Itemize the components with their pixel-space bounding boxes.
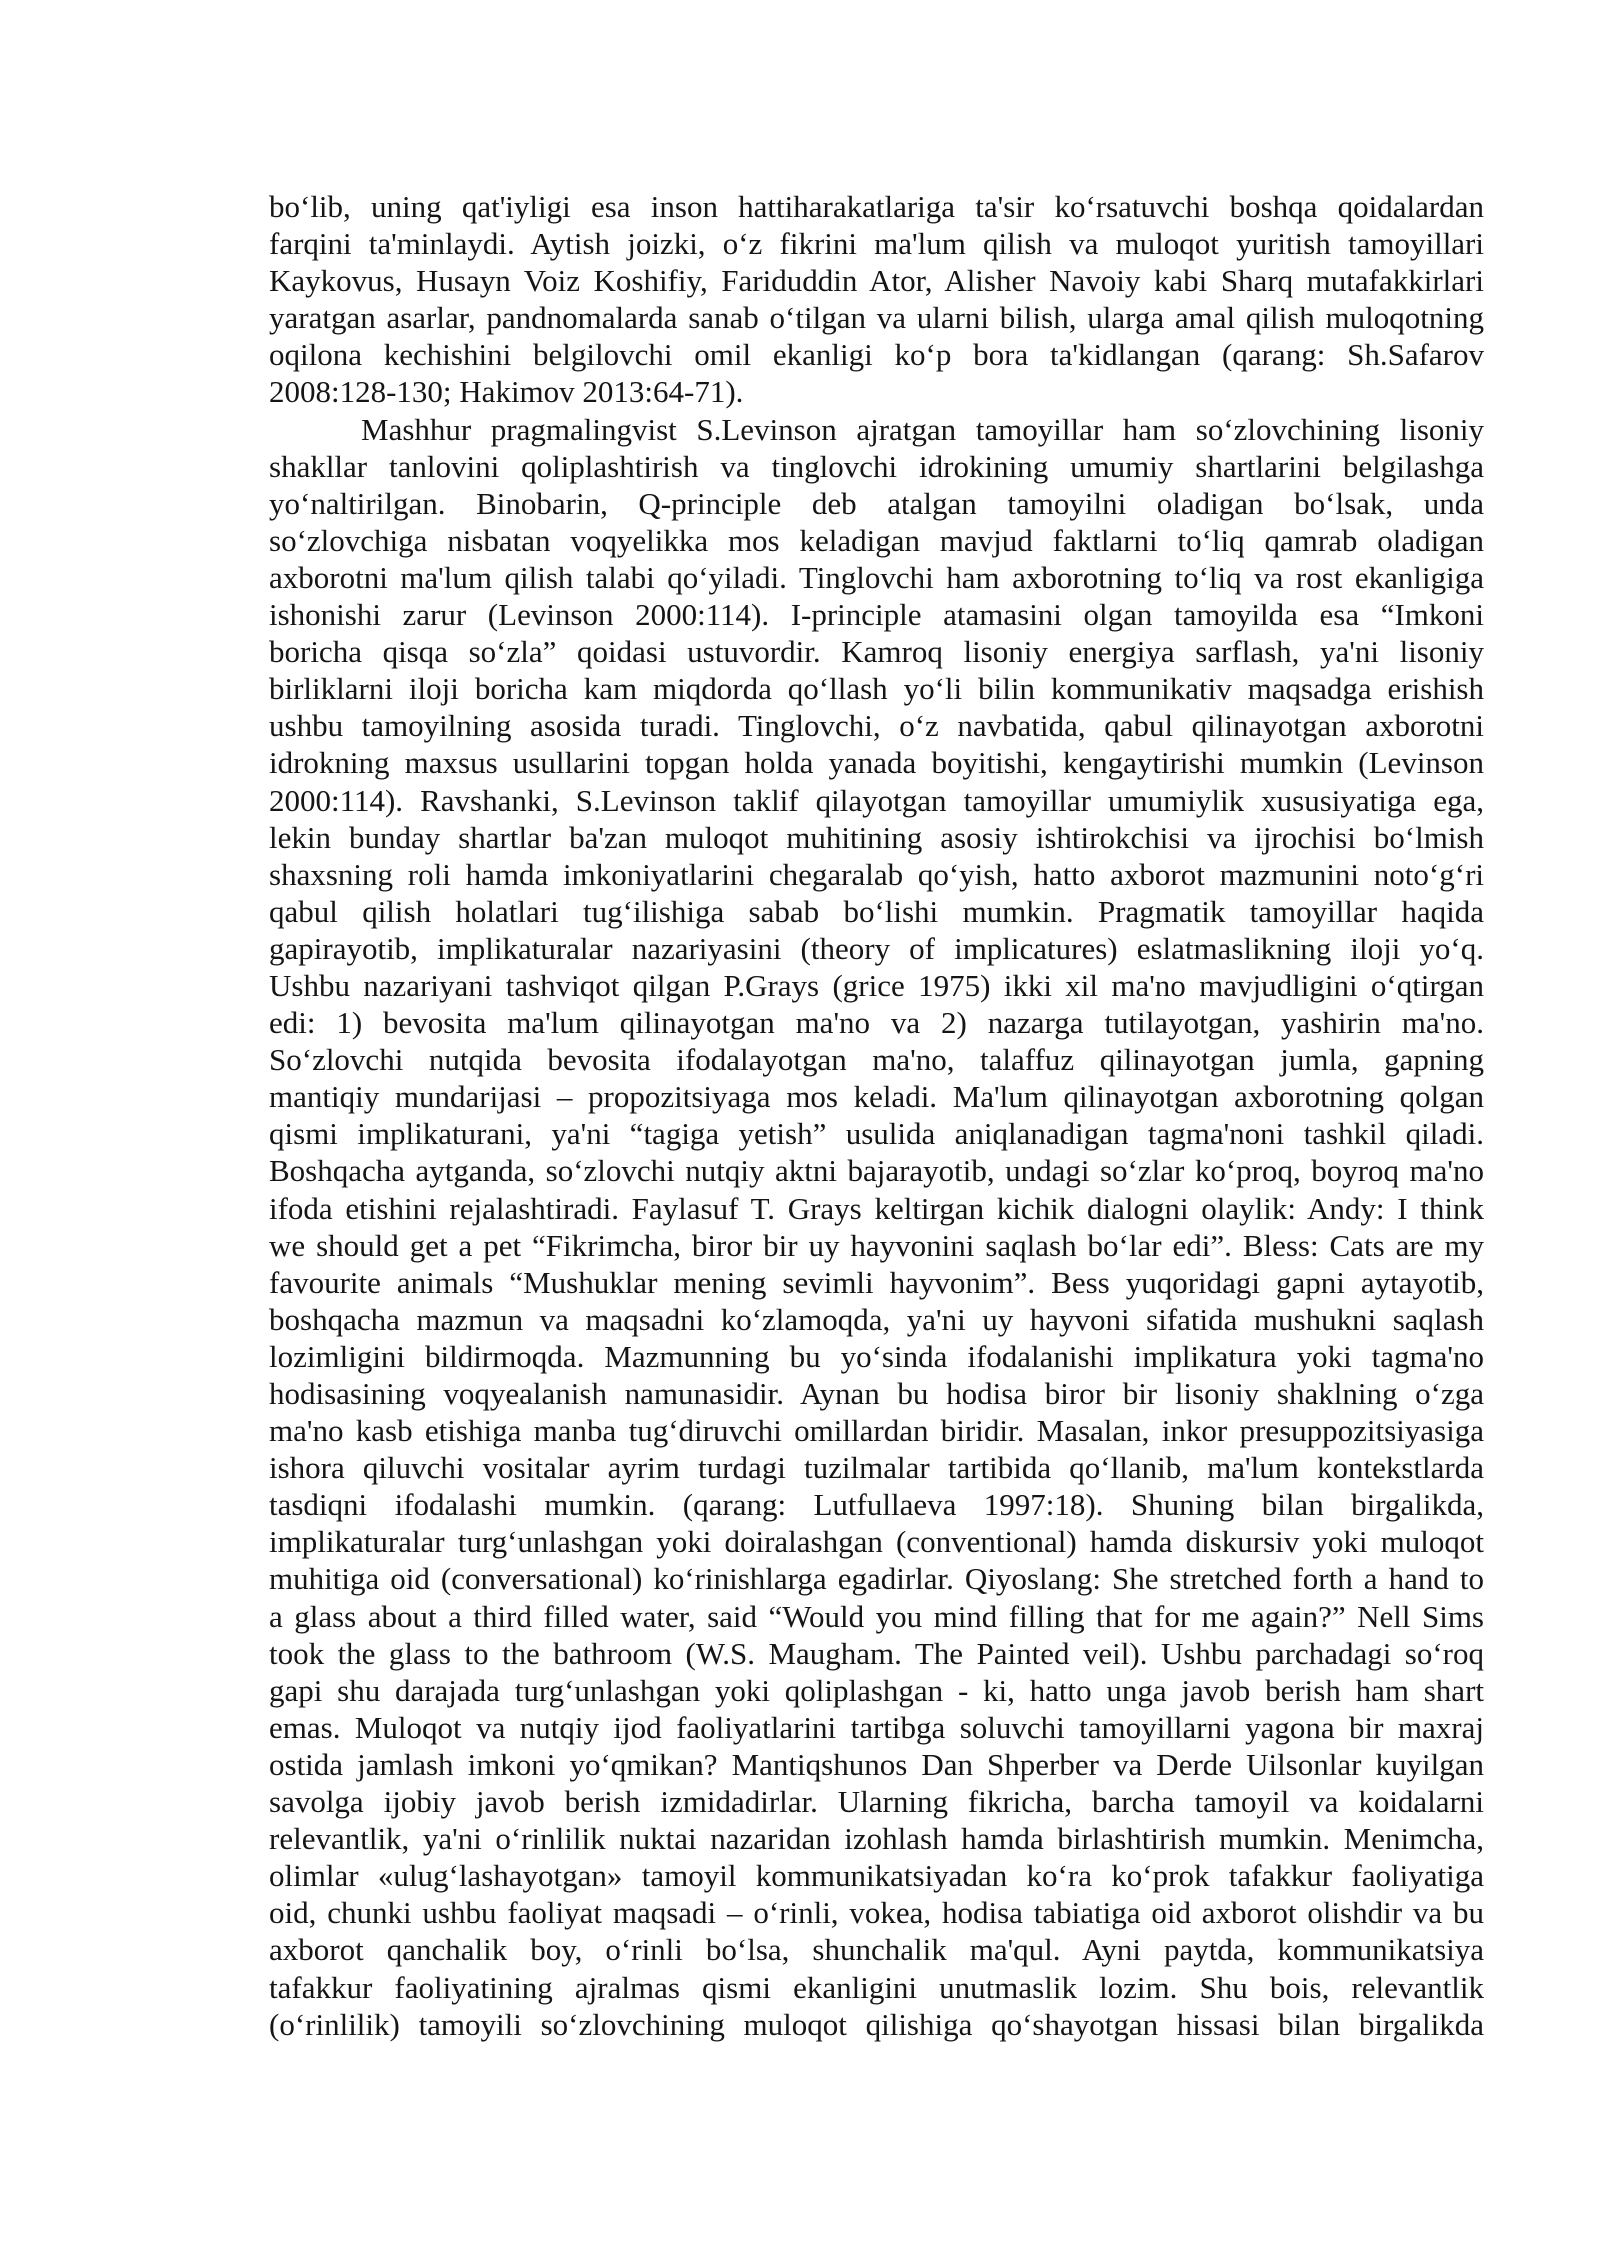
text-line: oqilona kechishini belgilovchi omil ekanligi ko‘p bora ta'kidlangan (qarang: Sh.Safarov — [269, 337, 1484, 373]
text-line: gapi shu darajada turg‘unlashgan yoki qoliplashgan - ki, hatto unga javob berish ham shart — [269, 1672, 1484, 1708]
text-line: oid, chunki ushbu faoliyat maqsadi – o‘rinli, vokea, hodisa tabiatiga oid axborot olishdir va bu — [269, 1895, 1484, 1931]
text-line: hodisasining voqyealanish namunasidir. Aynan bu hodisa biror bir lisoniy shaklning o‘zga — [269, 1376, 1484, 1411]
text-line: lekin bunday shartlar ba'zan muloqot muhitining asosiy ishtirokchisi va ijrochisi bo‘lmish — [269, 819, 1484, 855]
text-line: (o‘rinlilik) tamoyili so‘zlovchining muloqot qilishiga qo‘shayotgan hissasi bilan birgalikda — [269, 2006, 1484, 2042]
text-line: yo‘naltirilgan. Binobarin, Q-principle deb atalgan tamoyilni oladigan bo‘lsak, unda — [269, 485, 1484, 521]
text-line: bo‘lib, uning qat'iyligi esa inson hattiharakatlariga ta'sir ko‘rsatuvchi boshqa qoidalardan — [269, 189, 1484, 224]
text-line: ostida jamlash imkoni yo‘qmikan? Mantiqshunos Dan Shperber va Derde Uilsonlar kuyilgan — [269, 1746, 1484, 1782]
text-line: farqini ta'minlaydi. Aytish joizki, o‘z fikrini ma'lum qilish va muloqot yuritish tamoyillari — [269, 226, 1484, 262]
text-line: 2000:114). Ravshanki, S.Levinson taklif qilayotgan tamoyillar umumiylik xususiyatiga ega, — [269, 782, 1484, 818]
text-line: axborotni ma'lum qilish talabi qo‘yiladi. Tinglovchi ham axborotning to‘liq va rost ekanligiga — [269, 559, 1484, 595]
text-line: mantiqiy mundarijasi – propozitsiyaga mos keladi. Ma'lum qilinayotgan axborotning qolgan — [269, 1079, 1484, 1115]
text-line: Boshqacha aytganda, so‘zlovchi nutqiy aktni bajarayotib, undagi so‘zlar ko‘proq, boyroq ma'no — [269, 1153, 1484, 1189]
text-line: implikaturalar turg‘unlashgan yoki doiralashgan (conventional) hamda diskursiv yoki muloqot — [269, 1524, 1484, 1560]
text-line: ishora qiluvchi vositalar ayrim turdagi tuzilmalar tartibida qo‘llanib, ma'lum kontekstlarda — [269, 1450, 1484, 1486]
text-line: lozimligini bildirmoqda. Mazmunning bu yo‘sinda ifodalanishi implikatura yoki tagma'no — [269, 1338, 1484, 1374]
text-line: qabul qilish holatlari tug‘ilishiga sabab bo‘lishi mumkin. Pragmatik tamoyillar haqida — [269, 893, 1484, 929]
text-line: Kaykovus, Husayn Voiz Koshifiy, Fariduddin Ator, Alisher Navoiy kabi Sharq mutafakkirlari — [269, 263, 1484, 299]
text-line: shaxsning roli hamda imkoniyatlarini chegaralab qo‘yish, hatto axborot mazmunini noto‘g‘ri — [269, 856, 1484, 892]
text-line: ma'no kasb etishiga manba tug‘diruvchi omillardan biridir. Masalan, inkor presuppozitsiyasiga — [269, 1413, 1484, 1449]
text-line: boshqacha mazmun va maqsadni ko‘zlamoqda, ya'ni uy hayvoni sifatida mushukni saqlash — [269, 1301, 1484, 1337]
text-line: edi: 1) bevosita ma'lum qilinayotgan ma'no va 2) nazarga tutilayotgan, yashirin ma'no. — [269, 1005, 1484, 1041]
text-line: So‘zlovchi nutqida bevosita ifodalayotgan ma'no, talaffuz qilinayotgan jumla, gapning — [269, 1042, 1484, 1078]
body-text — [269, 188, 1484, 2043]
text-line: Mashhur pragmalingvist S.Levinson ajratgan tamoyillar ham so‘zlovchining lisoniy — [361, 411, 1484, 447]
text-line: qismi implikaturani, ya'ni “tagiga yetish” usulida aniqlanadigan tagma'noni tashkil qiladi. — [269, 1116, 1484, 1152]
paragraph-levinson — [269, 411, 1484, 2043]
text-line: savolga ijobiy javob berish izmidadirlar. Ularning fikricha, barcha tamoyil va koidalarni — [269, 1784, 1484, 1820]
text-line: ushbu tamoyilning asosida turadi. Tinglovchi, o‘z navbatida, qabul qilinayotgan axborotni — [269, 708, 1484, 744]
text-line: idrokning maxsus usullarini topgan holda yanada boyitishi, kengaytirishi mumkin (Levinson — [269, 745, 1484, 781]
text-line: relevantlik, ya'ni o‘rinlilik nuktai nazaridan izohlash hamda birlashtirish mumkin. Menimcha, — [269, 1821, 1484, 1857]
text-line: emas. Muloqot va nutqiy ijod faoliyatlarini tartibga soluvchi tamoyillarni yagona bir maxraj — [269, 1709, 1484, 1745]
text-line: gapirayotib, implikaturalar nazariyasini (theory of implicatures) eslatmaslikning iloji yo‘q. — [269, 930, 1484, 966]
text-line: so‘zlovchiga nisbatan voqyelikka mos keladigan mavjud faktlarni to‘liq qamrab oladigan — [269, 522, 1484, 558]
text-line: a glass about a third filled water, said “Would you mind filling that for me again?” Nell Sims — [269, 1598, 1484, 1634]
text-line: tasdiqni ifodalashi mumkin. (qarang: Lutfullaeva 1997:18). Shuning bilan birgalikda, — [269, 1487, 1484, 1523]
text-line: we should get a pet “Fikrimcha, biror bir uy hayvonini saqlash bo‘lar edi”. Bless: Cats are my — [269, 1227, 1484, 1263]
text-line: yaratgan asarlar, pandnomalarda sanab o‘tilgan va ularni bilish, ularga amal qilish muloqotning — [269, 300, 1484, 336]
text-line: 2008:128-130; Hakimov 2013:64-71). — [269, 374, 744, 410]
text-line: ifoda etishini rejalashtiradi. Faylasuf T. Grays keltirgan kichik dialogni olaylik: Andy: I think — [269, 1190, 1484, 1226]
text-line: boricha qisqa so‘zla” qoidasi ustuvordir. Kamroq lisoniy energiya sarflash, ya'ni lisoniy — [269, 634, 1484, 670]
text-line: took the glass to the bathroom (W.S. Maugham. The Painted veil). Ushbu parchadagi so‘roq — [269, 1635, 1484, 1671]
text-line: favourite animals “Mushuklar mening sevimli hayvonim”. Bess yuqoridagi gapni aytayotib, — [269, 1264, 1484, 1300]
text-line: ishonishi zarur (Levinson 2000:114). I-principle atamasini olgan tamoyilda esa “Imkoni — [269, 597, 1484, 633]
text-line: axborot qanchalik boy, o‘rinli bo‘lsa, shunchalik ma'qul. Ayni paytda, kommunikatsiya — [269, 1932, 1484, 1968]
text-line: tafakkur faoliyatining ajralmas qismi ekanligini unutmaslik lozim. Shu bois, relevantlik — [269, 1969, 1484, 2005]
text-line: birliklarni iloji boricha kam miqdorda qo‘llash yo‘li bilin kommunikativ maqsadga erishish — [269, 671, 1484, 707]
text-line: olimlar «ulug‘lashayotgan» tamoyil kommunikatsiyadan ko‘ra ko‘prok tafakkur faoliyatiga — [269, 1858, 1484, 1894]
paragraph-continued — [269, 188, 1484, 411]
text-line: shakllar tanlovini qoliplashtirish va tinglovchi idrokining umumiy shartlarini belgilashga — [269, 448, 1484, 484]
text-line: muhitiga oid (conversational) ko‘rinishlarga egadirlar. Qiyoslang: She stretched forth a hand to — [269, 1561, 1484, 1597]
text-line: Ushbu nazariyani tashviqot qilgan P.Grays (grice 1975) ikki xil ma'no mavjudligini o‘qtirgan — [269, 967, 1484, 1003]
